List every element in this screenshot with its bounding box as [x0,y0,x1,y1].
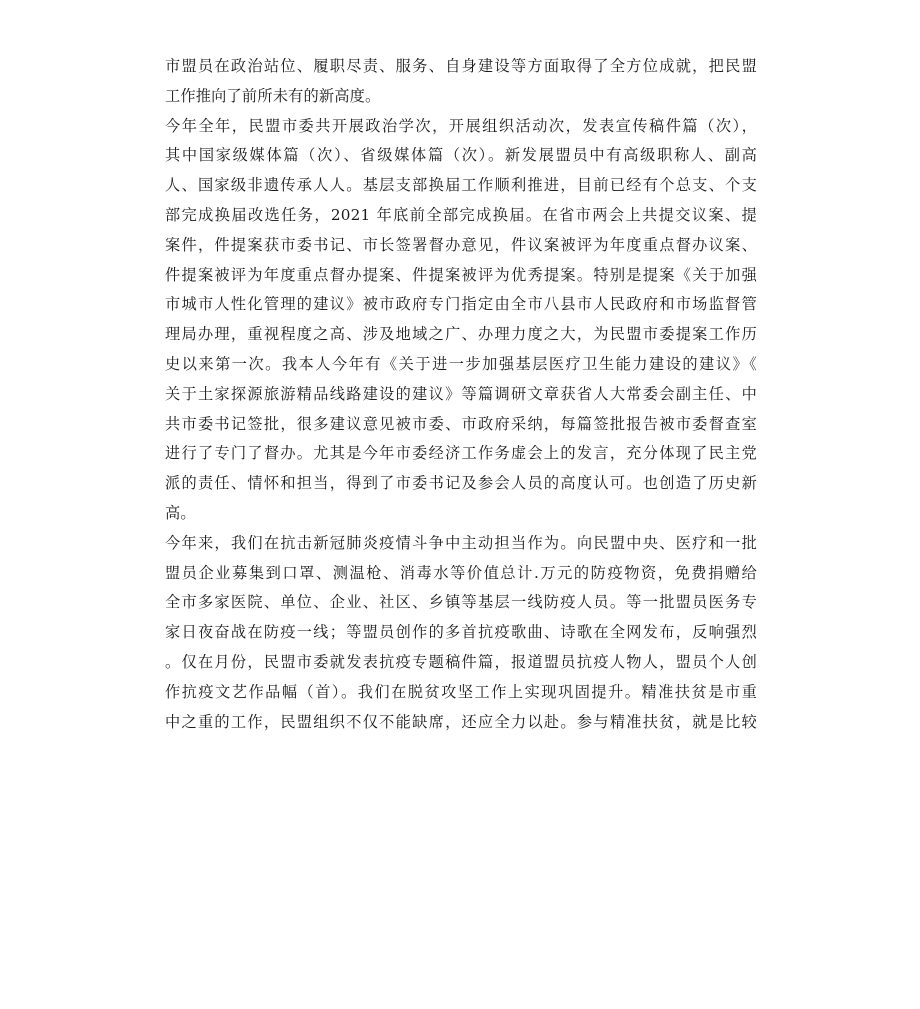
text-line: 史以来第一次。我本人今年有《关于进一步加强基层医疗卫生能力建设的建议》《 [165,354,757,373]
text-line: 工作推向了前所未有的新高度。 [165,86,381,105]
text-line: 全市多家医院、单位、企业、社区、乡镇等基层一线防疫人员。等一批盟员医务专 [165,593,757,612]
text-line: 家日夜奋战在防疫一线；等盟员创作的多首抗疫歌曲、诗歌在全网发布，反响强烈 [165,623,757,642]
document-body [165,52,757,737]
text-line: 共市委书记签批，很多建议意见被市委、市政府采纳，每篇签批报告被市委督查室 [165,414,757,433]
text-line: 作抗疫文艺作品幅（首）。我们在脱贫攻坚工作上实现巩固提升。精准扶贫是市重 [165,682,757,701]
text-line: 关于土家探源旅游精品线路建设的建议》等篇调研文章获省人大常委会副主任、中 [165,384,757,403]
text-line: 其中国家级媒体篇（次）、省级媒体篇（次）。新发展盟员中有高级职称人、副高 [165,146,757,165]
text-line: 盟员企业募集到口罩、测温枪、消毒水等价值总计.万元的防疫物资，免费捐赠给 [165,563,757,582]
text-line: 市盟员在政治站位、履职尽责、服务、自身建设等方面取得了全方位成就，把民盟 [165,57,757,75]
text-line: 案件，件提案获市委书记、市长签署督办意见，件议案被评为年度重点督办议案、 [165,235,757,254]
text-line: 件提案被评为年度重点督办提案、件提案被评为优秀提案。特别是提案《关于加强 [165,265,757,284]
text-line: 中之重的工作，民盟组织不仅不能缺席，还应全力以赴。参与精准扶贫，就是比较 [165,712,757,731]
text-line: 市城市人性化管理的建议》被市政府专门指定由全市八县市人民政府和市场监督管 [165,295,757,314]
text-line: 。仅在月份，民盟市委就发表抗疫专题稿件篇，报道盟员抗疫人物人，盟员个人创 [165,652,757,671]
text-line: 今年来，我们在抗击新冠肺炎疫情斗争中主动担当作为。向民盟中央、医疗和一批 [165,533,757,552]
text-line: 高。 [165,503,196,522]
text-line: 进行了专门了督办。尤其是今年市委经济工作务虚会上的发言，充分体现了民主党 [165,444,757,463]
text-line: 人、国家级非遗传承人人。基层支部换届工作顺利推进，目前已经有个总支、个支 [165,176,757,195]
text-line: 部完成换届改选任务，2021 年底前全部完成换届。在省市两会上共提交议案、提 [165,205,757,224]
text-line: 派的责任、情怀和担当，得到了市委书记及参会人员的高度认可。也创造了历史新 [165,474,757,493]
text-line: 今年全年，民盟市委共开展政治学次，开展组织活动次，发表宣传稿件篇（次）， [165,116,757,135]
text-line: 理局办理，重视程度之高、涉及地域之广、办理力度之大，为民盟市委提案工作历 [165,325,757,344]
